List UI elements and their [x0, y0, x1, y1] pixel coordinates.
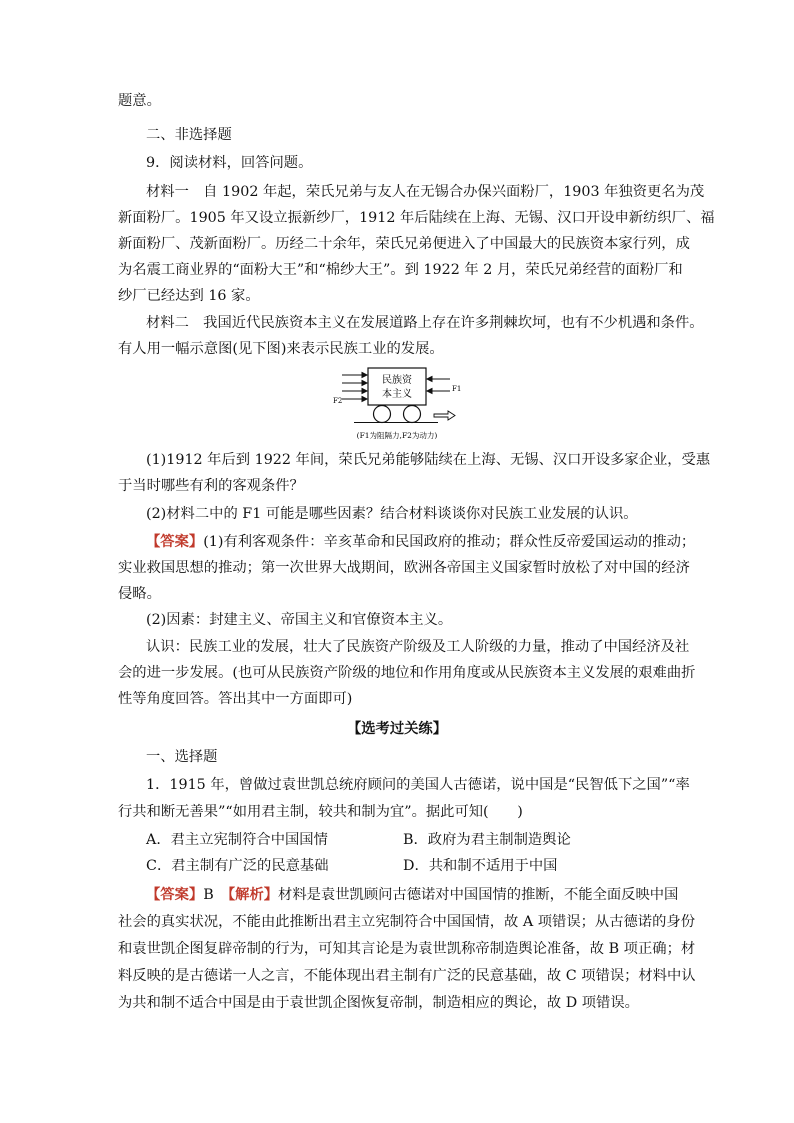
answer-tag: 【答案】	[146, 534, 204, 550]
f2-arrows	[342, 373, 367, 402]
material-1-line: 为名震工商业界的“面粉大王”和“棉纱大王”。到 1922 年 2 月，荣氏兄弟经营的面粉厂和	[118, 262, 683, 278]
answer-line: 性等角度回答。答出其中一方面即可)	[118, 691, 353, 707]
answer-line: 侵略。	[118, 586, 161, 602]
wheel-right	[404, 406, 421, 423]
option-a: A．君主立宪制符合中国国情	[146, 832, 328, 848]
question-9: 9．阅读材料，回答问题。	[146, 155, 313, 171]
answer-choice: B	[203, 887, 214, 903]
question-1-cont: 行共和断无善果”“如用君主制，较共和制为宜”。据此可知( )	[118, 804, 523, 820]
sub-question-1: (1)1912 年后到 1922 年间，荣氏兄弟能够陆续在上海、无锡、汉口开设多家企业，受惠	[146, 452, 711, 468]
section-heading-choice: 一、选择题	[146, 749, 218, 765]
f1-label: F1	[452, 385, 462, 393]
sub-question-1-cont: 于当时哪些有利的客观条件？	[118, 478, 304, 494]
answer-line: (2)因素：封建主义、帝国主义和官僚资本主义。	[146, 612, 453, 628]
material-2-line: 材料二 我国近代民族资本主义在发展道路上存在许多荆棘坎坷，也有不少机遇和条件。	[146, 315, 704, 331]
sub-question-2: (2)材料二中的 F1 可能是哪些因素？结合材料谈谈你对民族工业发展的认识。	[146, 506, 638, 522]
box-label-line-1: 民族资	[382, 375, 412, 386]
material-2-line: 有人用一幅示意图(见下图)来表示民族工业的发展。	[118, 341, 444, 357]
material-1-line: 纱厂已经达到 16 家。	[118, 288, 260, 304]
f2-label: F2	[333, 397, 343, 405]
section-heading-non-choice: 二、非选择题	[146, 127, 232, 143]
direction-arrow-icon	[434, 411, 455, 420]
wheel-left	[374, 406, 391, 423]
explanation-line: 为共和制不适合中国是由于袁世凯企图恢复帝制，制造相应的舆论，故 D 项错误。	[118, 995, 639, 1011]
explanation-line: 社会的真实状况，不能由此推断出君主立宪制符合中国国情，故 A 项错误；从古德诺的身份	[118, 914, 695, 930]
answer-line: 实业救国思想的推动；第一次世界大战期间，欧洲各帝国主义国家暂时放松了对中国的经济	[118, 560, 690, 576]
explanation-line	[146, 886, 706, 904]
answer-line: 会的进一步发展。(也可从民族资产阶级的地位和作用角度或从民族资本主义发展的艰难曲折	[118, 665, 696, 681]
material-1-line: 新面粉厂。1905 年又设立振新纱厂，1912 年后陆续在上海、无锡、汉口开设申新纺织厂、福	[118, 210, 715, 226]
answer-line: 认识：民族工业的发展，壮大了民族资产阶级及工人阶级的力量，推动了中国经济及社	[146, 639, 690, 655]
material-1-line: 材料一 自 1902 年起，荣氏兄弟与友人在无锡合办保兴面粉厂，1903 年独资更名为茂	[146, 184, 705, 200]
explanation-line: 料反映的是古德诺一人之言，不能体现出君主制有广泛的民意基础，故 C 项错误；材料中认	[118, 968, 696, 984]
option-b: B．政府为君主制制造舆论	[403, 832, 571, 848]
option-d: D．共和制不适用于中国	[403, 858, 558, 874]
analysis-text: 材料是袁世凯顾问古德诺对中国国情的推断，不能全面反映中国	[278, 887, 679, 903]
material-1-line: 新面粉厂、茂新面粉厂。历经二十余年，荣氏兄弟便进入了中国最大的民族资本家行列，成	[118, 236, 690, 252]
answer-text: (1)有利客观条件：辛亥革命和民国政府的推动；群众性反帝爱国运动的推动；	[203, 534, 696, 550]
text-line: 题意。	[118, 93, 161, 109]
force-diagram	[330, 365, 470, 445]
explanation-line: 和袁世凯企图复辟帝制的行为，可知其言论是为袁世凯称帝制造舆论准备，故 B 项正确；材	[118, 941, 696, 957]
answer-line	[146, 533, 706, 551]
box-label-line-2: 本主义	[382, 389, 412, 400]
answer-tag: 【答案】	[146, 887, 204, 903]
analysis-tag: 【解析】	[228, 887, 279, 903]
f1-arrows	[427, 377, 450, 394]
question-1: 1．1915 年，曾做过袁世凯总统府顾问的美国人古德诺，说中国是“民智低下之国”“率	[146, 777, 690, 793]
diagram-caption: (F1为阻隔力,F2为动力)	[356, 431, 438, 440]
section-title: 【选考过关练】	[346, 721, 448, 737]
option-c: C．君主制有广泛的民意基础	[146, 858, 329, 874]
